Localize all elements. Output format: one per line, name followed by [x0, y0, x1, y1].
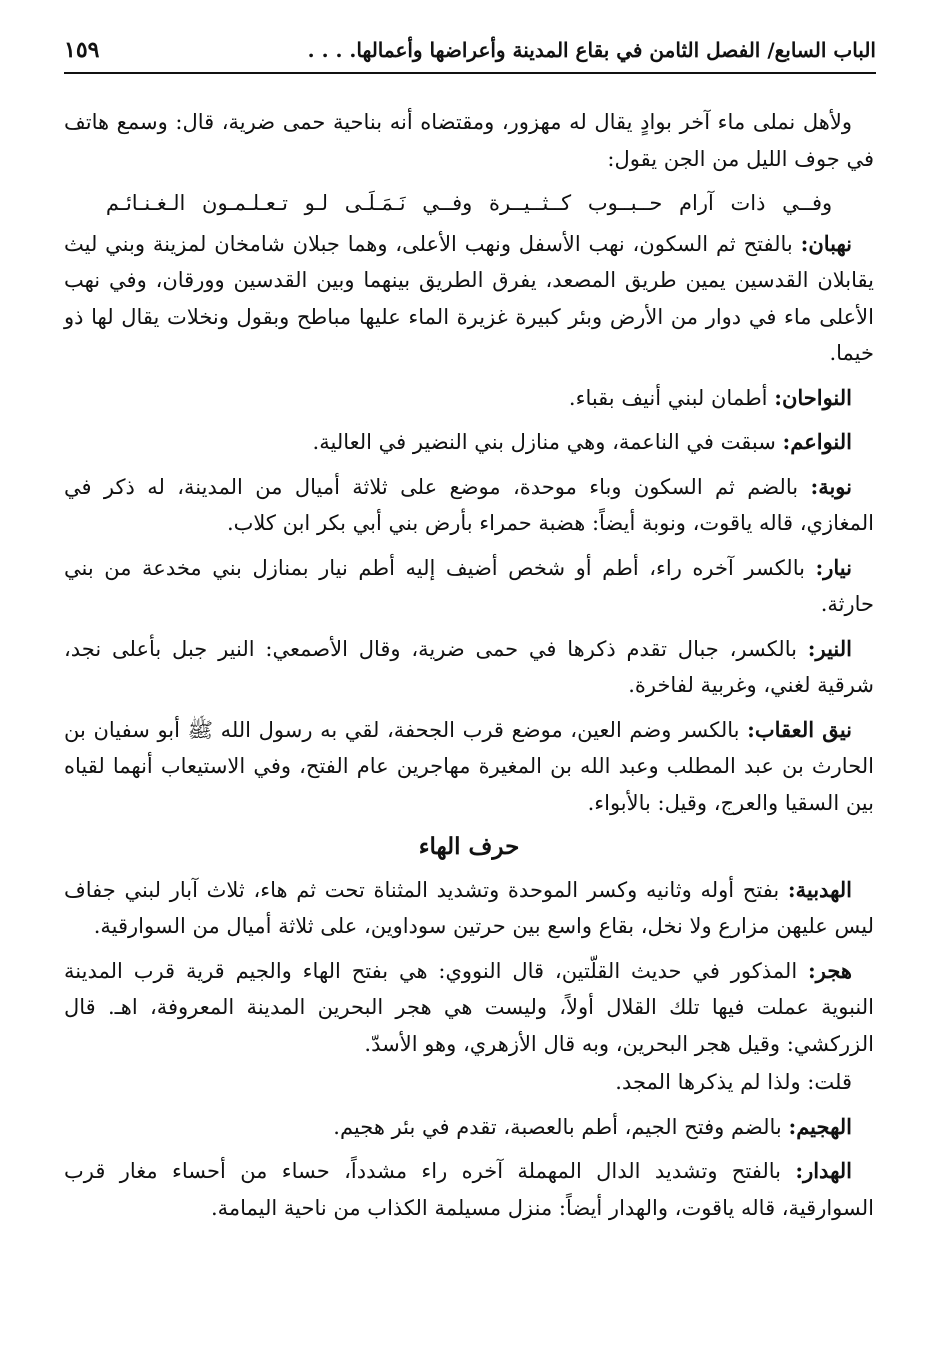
entry-niq-al-uqab	[64, 712, 874, 822]
entry-headword: الهجيم:	[788, 1113, 852, 1139]
entry-nir	[64, 631, 874, 704]
entry-headword: النير:	[807, 635, 852, 661]
entry-text: بالكسر آخره راء، أطم أو شخص أضيف إليه أطم نيار بمنازل بني مخدعة من بني حارثة.	[64, 555, 874, 616]
entry-text: قلت: ولذا لم يذكرها المجد.	[615, 1070, 852, 1094]
entry-text: بالكسر، جبال تقدم ذكرها في حمى ضرية، وقال الأصمعي: النير جبل بأعلى نجد، شرقية لغني، وغربية لفاخرة.	[64, 636, 874, 697]
entry-text: بالفتح ثم السكون، نهب الأسفل ونهب الأعلى، وهما جبلان شامخان لمزينة وبني ليث يقابلان القدسين يمين طريق المصعد، يفرق الطريق بينهما وبين القدسين وورقان، وفي نهب الأعلى ماء في دوار من الأرض وبئر كبيرة غزيرة الماء عليها مباطح وبقول ونخلات يقال لها ذو خيما.	[64, 231, 874, 365]
entry-hajar	[64, 953, 874, 1063]
entry-text: بالضم وفتح الجيم، أطم بالعصبة، تقدم في بئر هجيم.	[333, 1114, 789, 1139]
paragraph-intro: ولأهل نملى ماء آخر بوادٍ يقال له مهزور، ومقتضاه أنه بناحية حمى ضرية، قال: وسمع هاتف في جوف الليل من الجن يقول:	[64, 110, 874, 171]
entry-headword: هجر:	[808, 957, 852, 983]
entry-text: المذكور في حديث القلّتين، قال النووي: هي بفتح الهاء والجيم قرية قرب المدينة النبوية عملت فيها تلك القلال أولاً، وليست هي هجر البحرين المدينة المعروفة، اهـ. قال الزركشي: وقيل هجر البحرين، وبه قال الأزهري، وهو الأسدّ.	[64, 958, 874, 1056]
entry-headword: النواحان:	[774, 384, 852, 410]
entry-nawaim	[64, 424, 874, 461]
entry-haddar	[64, 1153, 874, 1226]
page-header	[64, 28, 876, 74]
running-title: الباب السابع/ الفصل الثامن في بقاع المدينة وأعراضها وأعمالها. . . .	[307, 38, 876, 62]
entry-nahban	[64, 226, 874, 372]
entry-headword: الهدار:	[795, 1158, 852, 1183]
entry-nawahan	[64, 380, 874, 417]
page-body	[64, 104, 874, 1234]
section-heading: حرف الهاء	[418, 833, 520, 860]
entry-hadbiya	[64, 872, 874, 945]
entry-text: بالكسر وضم العين، موضع قرب الجحفة، لقي به رسول الله ﷺ أبو سفيان بن الحارث بن عبد المطلب وعبد الله بن المغيرة مهاجرين عام الفتح، وفي الاستيعاب أنهما لقياه بين السقيا والعرج، وقيل: بالأبواء.	[64, 717, 874, 815]
note-qultu	[64, 1064, 874, 1101]
entry-headword: الهدبية:	[787, 876, 852, 902]
entry-text: سبقت في الناعمة، وهي منازل بني النضير في العالية.	[312, 430, 783, 454]
entry-headword: نوبة:	[810, 473, 852, 499]
entry-text: بفتح أوله وثانيه وكسر الموحدة وتشديد المثناة تحت ثم هاء، ثلاث آبار لبني جفاف ليس عليهن مزارع ولا نخل، بقاع واسع بين حرتين سوداوين، على ثلاثة أميال من السوارقية.	[64, 877, 874, 938]
entry-headword: نيق العقاب:	[747, 716, 852, 742]
entry-headword: نهبان:	[800, 230, 852, 256]
entry-headword: النواعم:	[782, 429, 852, 454]
poetry-verse: وفــي ذات آرام حــبــوب كــثــيــرة وفــي نَـمَـلَـى لـو تـعـلـمـون الـغـنـائـم	[105, 191, 833, 215]
entry-text: أطمان لبني أنيف بقباء.	[568, 385, 775, 410]
entry-nawba	[64, 469, 874, 542]
entry-hujaym	[64, 1109, 874, 1146]
entry-niyar	[64, 550, 874, 623]
entry-headword: نيار:	[815, 554, 852, 580]
page-number: ١٥٩	[64, 37, 100, 63]
entry-text: بالفتح وتشديد الدال المهملة آخره راء مشدداً، حساء من أحساء مغار قرب السوارقية، قاله ياقوت، والهدار أيضاً: منزل مسيلمة الكذاب من ناحية اليمامة.	[64, 1159, 874, 1220]
entry-text: بالضم ثم السكون وباء موحدة، موضع على ثلاثة أميال من المدينة، له ذكر في المغازي، قاله ياقوت، ونوبة أيضاً: هضبة حمراء بأرض بني أبي بكر ابن كلاب.	[64, 474, 874, 535]
